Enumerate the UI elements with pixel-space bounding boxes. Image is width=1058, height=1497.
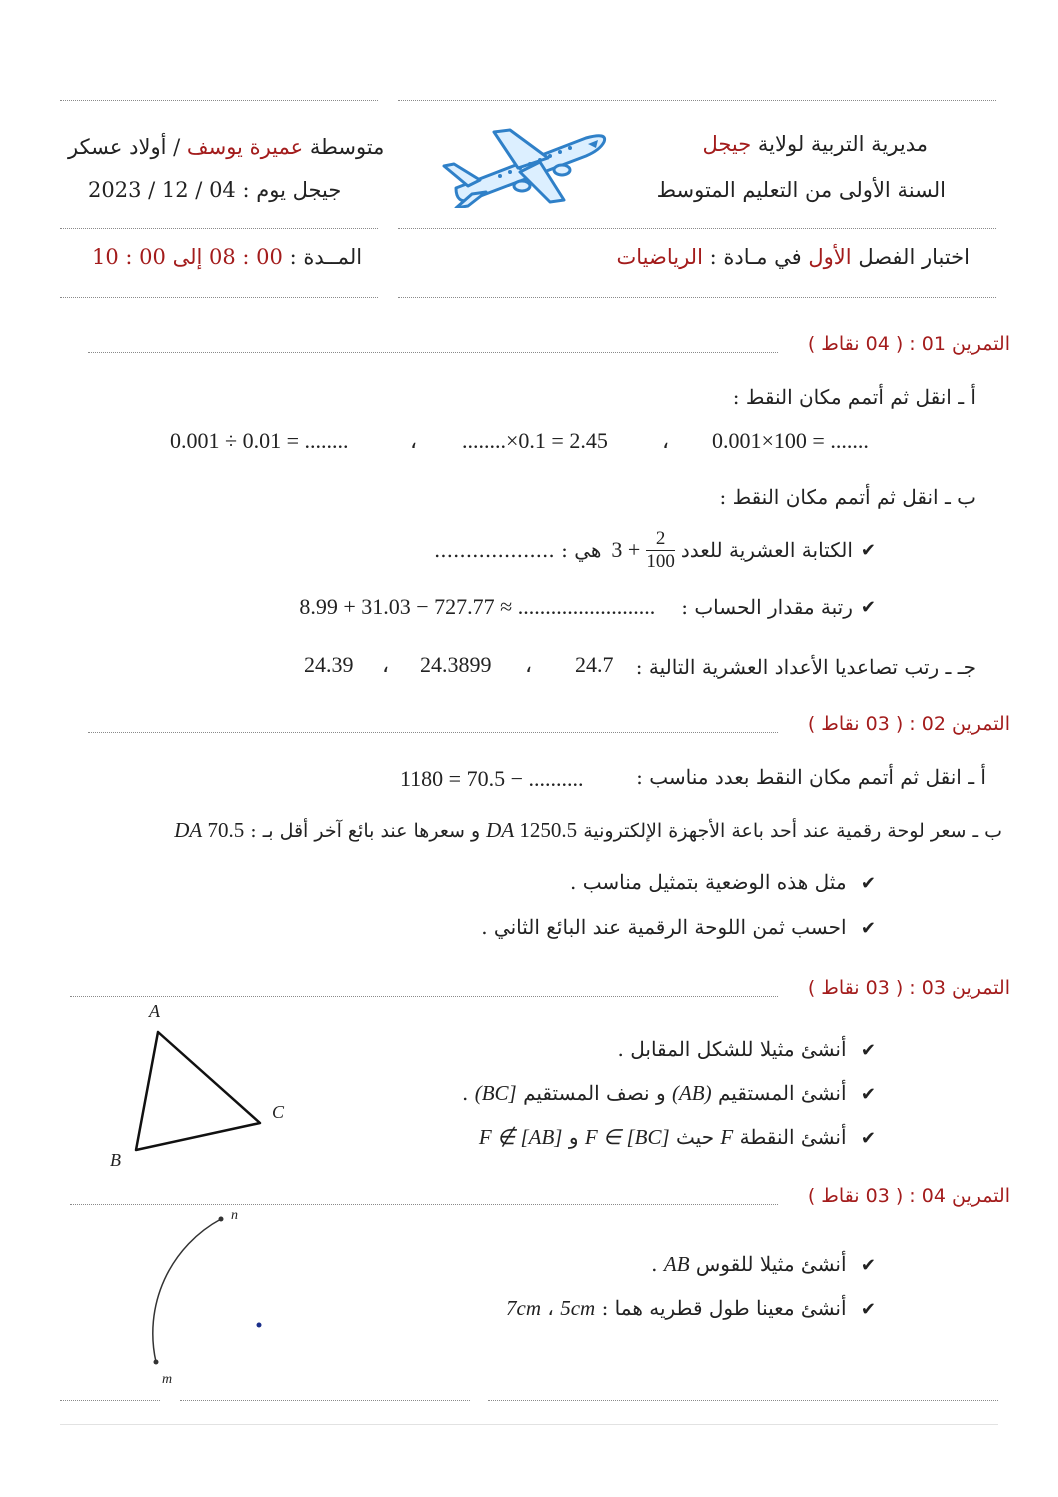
ex4-title: التمرين 04 : ( 03 نقاط ) [807, 1185, 1010, 1207]
header-rule-left-top [60, 100, 378, 101]
check-icon: ✔ [860, 918, 876, 939]
ex1-b-instruction: ب ـ انقل ثم أتمم مكان النقط : [719, 485, 976, 509]
check-icon: ✔ [860, 873, 876, 894]
triangle-abc-figure [100, 1000, 300, 1175]
triangle-abc [136, 1032, 260, 1150]
directorate: مديرية التربية لولاية جيجل [702, 132, 928, 156]
ex1-a-sep1: ، [662, 428, 670, 453]
ex1-c-n3: 24.39 [304, 652, 354, 677]
school-name: متوسطة عميرة يوسف / أولاد عسكر [68, 135, 385, 159]
ex4-item1: ✔ أنشئ مثيلا للقوس AB . [651, 1252, 876, 1276]
ex1-b-item2: ✔ رتبة مقدار الحساب : 8.99 + 31.03 − 727.77 ≈ ......................... [299, 594, 876, 619]
ex1-c-n1: 24.7 [575, 652, 614, 677]
check-icon: ✔ [860, 596, 876, 618]
ex3-title: التمرين 03 : ( 03 نقاط ) [807, 977, 1010, 999]
header-rule-left-mid [60, 228, 378, 229]
ex3-item2: ✔ أنشئ المستقيم (AB) و نصف المستقيم [BC) . [461, 1081, 876, 1105]
fraction: $\frac{2}{100}$ [646, 528, 675, 572]
arc-point-n [219, 1217, 224, 1222]
ex1-a-instruction: أ ـ انقل ثم أتمم مكان النقط : [732, 385, 976, 409]
check-icon: ✔ [860, 1299, 876, 1320]
footer-line [60, 1424, 998, 1425]
ex1-c-sep2: ، [382, 652, 390, 677]
ex1-c-sep1: ، [525, 652, 533, 677]
ex2-b-item1: ✔ مثل هذه الوضعية بتمثيل مناسب . [569, 870, 876, 894]
check-icon: ✔ [860, 1040, 876, 1061]
footer-rule-2 [180, 1400, 470, 1401]
exam-duration: المــدة : 00 : 08 إلى 00 : 10 [92, 245, 363, 269]
airplane-icon [436, 126, 614, 208]
label-c: C [272, 1102, 285, 1122]
ex1-b-item1: ✔ الكتابة العشرية للعدد $\frac{2}{100}$ 3 + هي : ................... [433, 528, 876, 572]
ex3-rule [70, 996, 778, 997]
ex1-a-item2: ........×0.1 = 2.45 [462, 428, 608, 453]
arc-ab [153, 1219, 221, 1362]
ex2-a-math: 1180 = 70.5 − .......... [400, 766, 584, 791]
ex1-title: التمرين 01 : ( 04 نقاط ) [807, 333, 1010, 355]
ex3-item3: ✔ أنشئ النقطة F حيث F ∈ [BC] و F ∉ [AB] [478, 1125, 876, 1149]
ex2-rule [88, 732, 778, 733]
exam-title: اختبار الفصل الأول في مـادة : الرياضيات [616, 245, 970, 269]
label-n: n [231, 1208, 238, 1223]
footer-rule-1 [60, 1400, 160, 1401]
check-icon: ✔ [860, 539, 876, 561]
check-icon: ✔ [860, 1084, 876, 1105]
label-b: B [110, 1150, 121, 1170]
exam-date: جيجل يوم : 04 / 12 / 2023 [88, 178, 342, 202]
check-icon: ✔ [860, 1128, 876, 1149]
ex1-a-item1: 0.001×100 = ....... [712, 428, 869, 453]
header-rule-left-bottom [60, 297, 378, 298]
header-rule-right-bottom [398, 297, 996, 298]
footer-rule-3 [488, 1400, 998, 1401]
ex2-title: التمرين 02 : ( 03 نقاط ) [807, 713, 1010, 735]
label-m: m [162, 1372, 173, 1387]
label-a: A [149, 1001, 160, 1021]
check-icon: ✔ [860, 1255, 876, 1276]
ex2-a-instruction: أ ـ انقل ثم أتمم مكان النقط بعدد مناسب : [636, 765, 986, 789]
arc-point-m [154, 1360, 159, 1365]
header-rule-right-top [398, 100, 996, 101]
arc-ab-figure [130, 1205, 280, 1385]
ex2-b-statement: ب ـ سعر لوحة رقمية عند أحد باعة الأجهزة الإلكترونية 1250.5 DA و سعرها عند بائع آخر أقل بـ : 70.5 DA [174, 818, 1002, 842]
ex4-item2: ✔ أنشئ معينا طول قطريه هما : 7cm ، 5cm [506, 1296, 876, 1320]
ex3-item1: ✔ أنشئ مثيلا للشكل المقابل . [617, 1037, 876, 1061]
ex1-c-n2: 24.3899 [420, 652, 492, 677]
ex1-rule [88, 352, 778, 353]
ex1-a-item3: 0.001 ÷ 0.01 = ........ [170, 428, 349, 453]
arc-center-point [257, 1323, 262, 1328]
ex1-c-instruction: جـ ـ رتب تصاعديا الأعداد العشرية التالية : [635, 655, 976, 679]
school-level: السنة الأولى من التعليم المتوسط [656, 178, 946, 202]
ex1-a-sep2: ، [410, 428, 418, 453]
header-rule-right-mid [398, 228, 996, 229]
ex2-b-item2: ✔ احسب ثمن اللوحة الرقمية عند البائع الثاني . [481, 915, 876, 939]
